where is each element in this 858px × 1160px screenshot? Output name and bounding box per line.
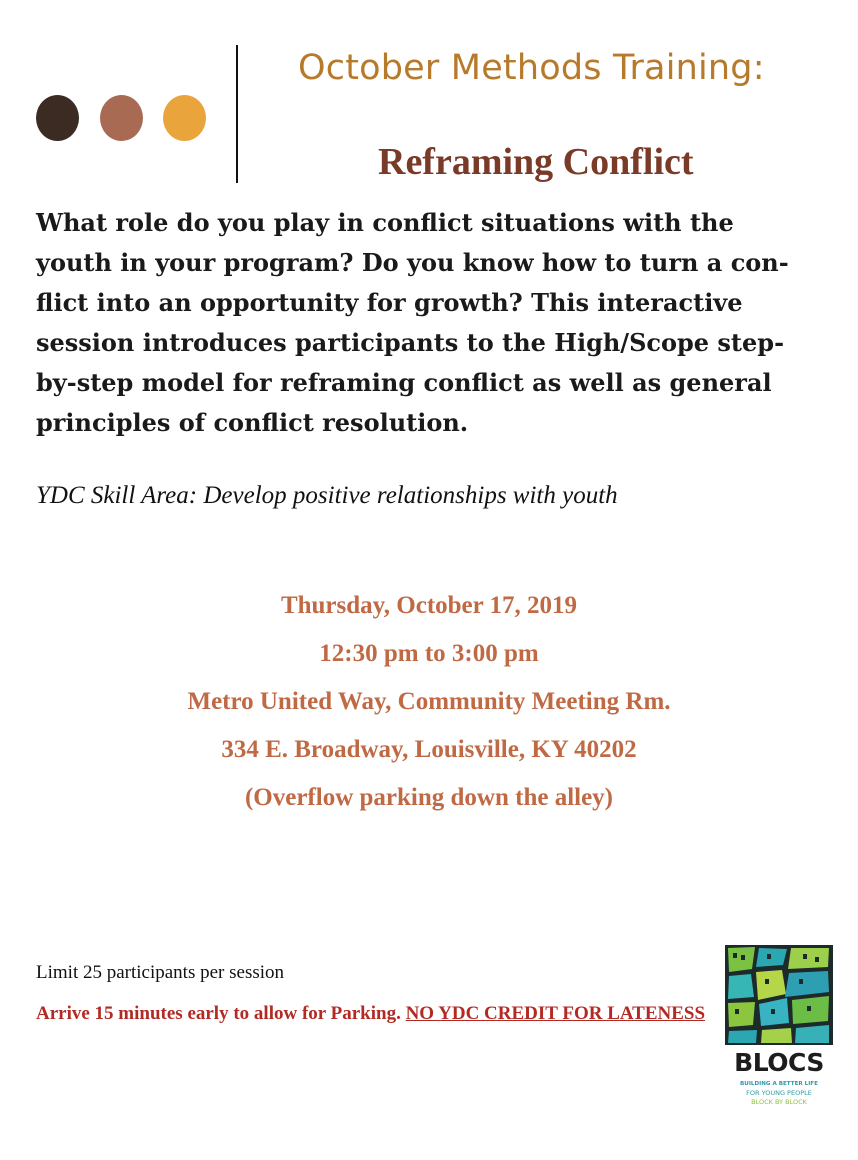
event-date: Thursday, October 17, 2019 xyxy=(280,592,578,619)
dark-brown-dot-icon xyxy=(36,95,79,141)
event-venue: Metro United Way, Community Meeting Rm. xyxy=(187,688,671,715)
description-line: principles of conflict resolution. xyxy=(36,408,469,437)
parking-note: (Overflow parking down the alley) xyxy=(244,784,614,811)
city-blocks-icon xyxy=(725,945,833,1045)
clay-dot-icon xyxy=(100,95,143,141)
logo-tagline-3: BLOCK BY BLOCK xyxy=(751,1098,807,1106)
vertical-divider xyxy=(236,45,238,183)
lateness-warning: NO YDC CREDIT FOR LATENESS xyxy=(405,1003,706,1024)
description-line: youth in your program? Do you know how to turn a con- xyxy=(36,248,789,277)
participant-limit: Limit 25 participants per session xyxy=(36,962,285,983)
arrival-notice xyxy=(36,1000,716,1028)
event-time: 12:30 pm to 3:00 pm xyxy=(319,640,539,667)
page-subtitle: Reframing Conflict xyxy=(378,141,694,183)
event-details xyxy=(0,582,858,822)
description-line: session introduces participants to the High/Scope step- xyxy=(36,328,785,357)
event-address: 334 E. Broadway, Louisville, KY 40202 xyxy=(221,736,637,763)
logo-tagline-1: BUILDING A BETTER LIFE xyxy=(740,1081,818,1087)
description-line: by-step model for reframing conflict as well as general xyxy=(36,368,772,397)
skill-area: YDC Skill Area: Develop positive relationships with youth xyxy=(36,482,618,509)
page-title: October Methods Training: xyxy=(298,48,765,88)
logo-name: BLOCS xyxy=(734,1048,824,1077)
arrival-text: Arrive 15 minutes early to allow for Parking. xyxy=(36,1003,401,1024)
gold-dot-icon xyxy=(163,95,206,141)
session-description xyxy=(36,203,836,443)
blocs-logo xyxy=(725,945,833,1120)
description-line: What role do you play in conflict situations with the xyxy=(36,208,734,237)
logo-tagline-2: FOR YOUNG PEOPLE xyxy=(746,1089,812,1097)
description-line: flict into an opportunity for growth? This interactive xyxy=(36,288,743,317)
